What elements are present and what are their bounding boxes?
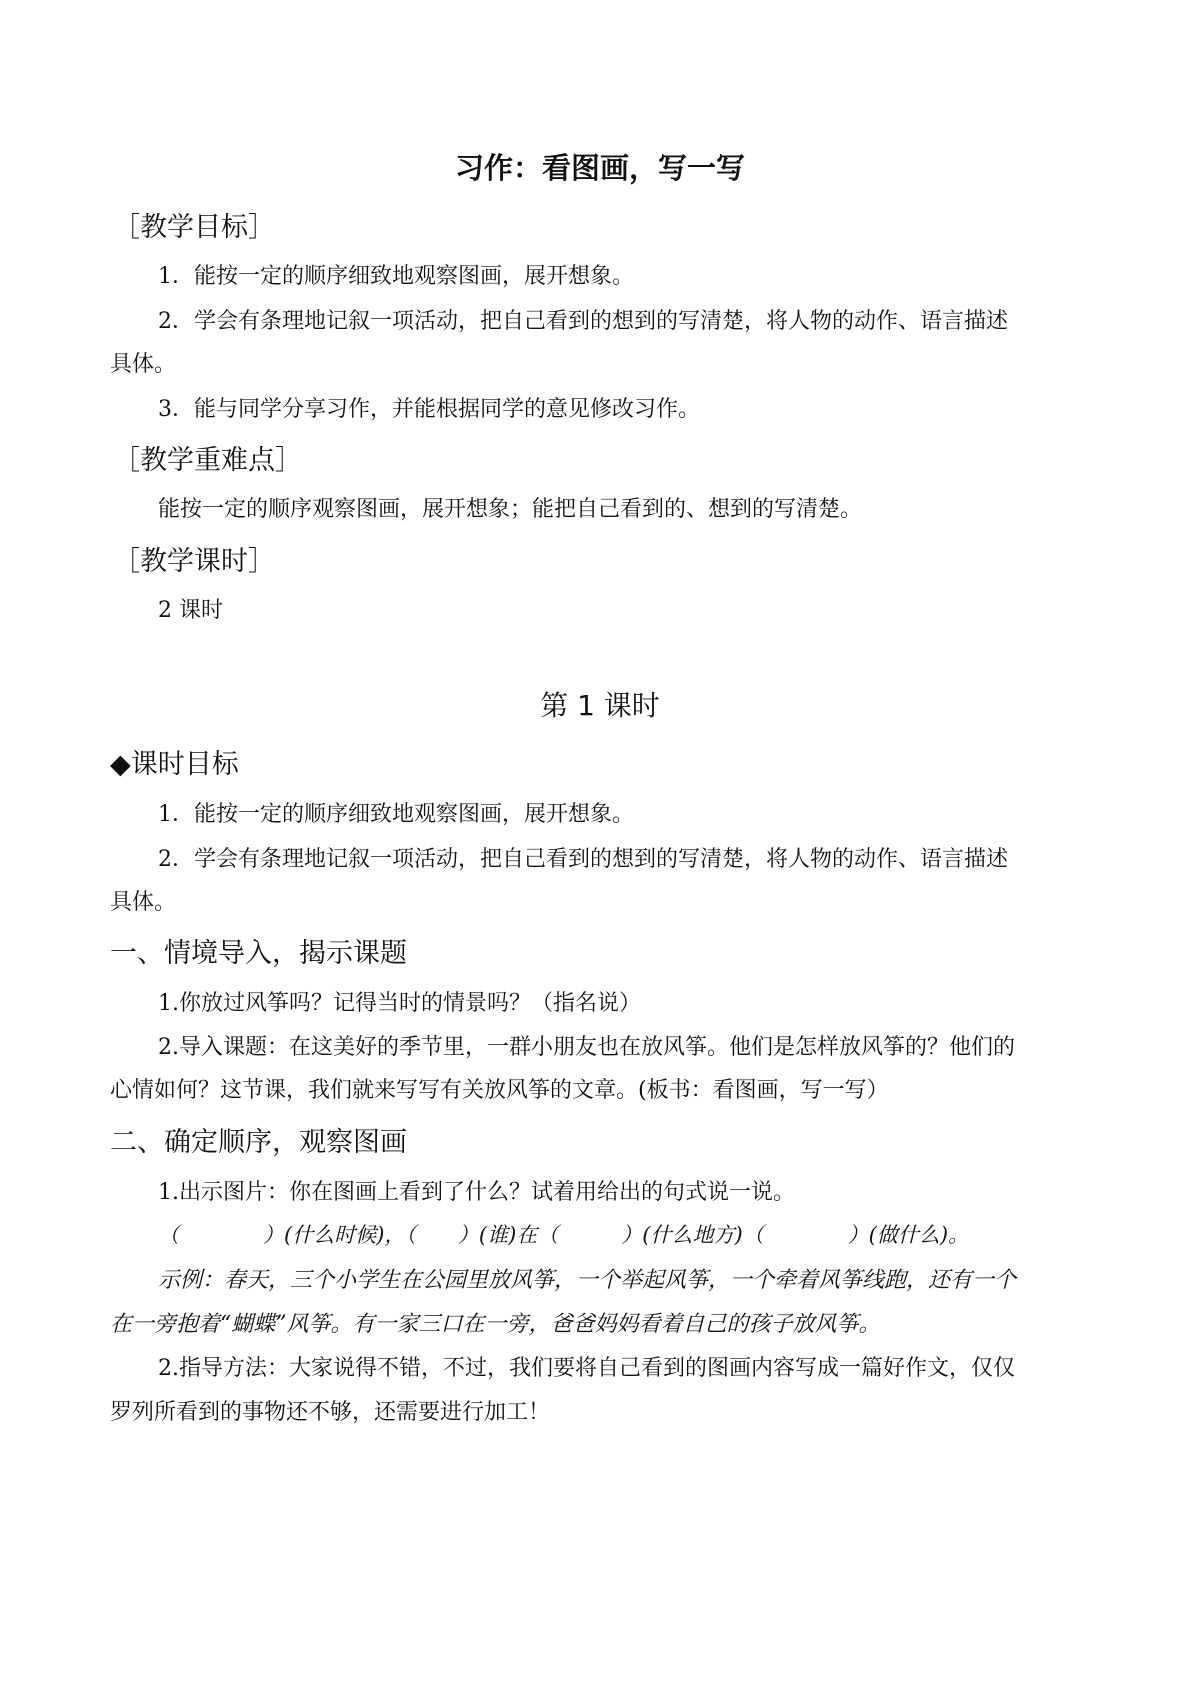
part2-line-method-2: 罗列所看到的事物还不够，还需要进行加工！ — [110, 1400, 551, 1425]
goal-item-1: 1．能按一定的顺序细致地观察图画，展开想象。 — [158, 264, 634, 289]
part1-line-1: 1.你放过风筝吗？记得当时的情景吗？（指名说） — [158, 991, 641, 1016]
part1-line-2: 2.导入课题：在这美好的季节里，一群小朋友也在放风筝。他们是怎样放风筝的？他们的 — [158, 1035, 1015, 1060]
part1-line-3: 心情如何？这节课，我们就来写写有关放风筝的文章。(板书：看图画，写一写） — [110, 1078, 889, 1103]
goals-heading: ［教学目标］ — [113, 212, 275, 243]
lesson1-goal-2-continued: 具体。 — [110, 890, 177, 915]
part2-example-line-2: 在一旁抱着“蝴蝶”风筝。有一家三口在一旁，爸爸妈妈看着自己的孩子放风筝。 — [110, 1312, 881, 1337]
hours-heading: ［教学课时］ — [113, 546, 275, 577]
part1-heading: 一、情境导入，揭示课题 — [110, 938, 407, 969]
document-title: 习作：看图画，写一写 — [454, 151, 745, 185]
goal-item-3: 3．能与同学分享习作，并能根据同学的意见修改习作。 — [158, 397, 700, 422]
part2-heading: 二、确定顺序，观察图画 — [110, 1127, 407, 1158]
lesson1-title: 第 1 课时 — [540, 689, 660, 722]
lesson1-goal-2: 2．学会有条理地记叙一项活动，把自己看到的想到的写清楚，将人物的动作、语言描述 — [158, 847, 1008, 872]
part2-example-line-1: 示例：春天，三个小学生在公园里放风筝，一个举起风筝，一个牵着风筝线跑，还有一个 — [158, 1268, 1017, 1293]
hours-text: 2 课时 — [158, 598, 223, 623]
part2-line-method-1: 2.指导方法：大家说得不错，不过，我们要将自己看到的图画内容写成一篇好作文，仅仅 — [158, 1356, 1015, 1381]
keypoints-heading: ［教学重难点］ — [113, 445, 302, 476]
goal-item-2: 2．学会有条理地记叙一项活动，把自己看到的想到的写清楚，将人物的动作、语言描述 — [158, 309, 1008, 334]
lesson1-goals-heading: ◆课时目标 — [110, 749, 239, 780]
part2-sentence-pattern: （ ）(什么时候)，（ ）(谁)在（ ）(什么地方)（ ）(做什么)。 — [158, 1223, 970, 1247]
goal-item-2-continued: 具体。 — [110, 352, 177, 377]
lesson1-goal-1: 1．能按一定的顺序细致地观察图画，展开想象。 — [158, 802, 634, 827]
part2-line-1: 1.出示图片：你在图画上看到了什么？试着用给出的句式说一说。 — [158, 1180, 795, 1205]
keypoints-text: 能按一定的顺序观察图画，展开想象；能把自己看到的、想到的写清楚。 — [158, 497, 863, 522]
